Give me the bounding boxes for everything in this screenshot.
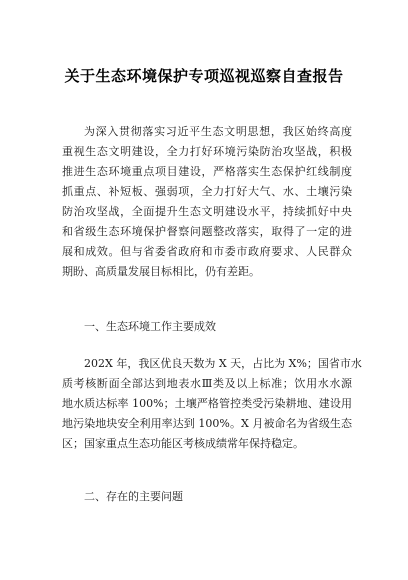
paragraph-line: 抓重点、补短板、强弱项，全力打好大气、水、土壤污染 bbox=[62, 185, 352, 198]
section-heading-achievements: 一、生态环境工作主要成效 bbox=[84, 320, 216, 333]
paragraph-line: 防治攻坚战，全面提升生态文明建设水平，持续抓好中央 bbox=[62, 205, 352, 218]
paragraph-line: 质考核断面全部达到地表水Ⅲ类及以上标准；饮用水水源 bbox=[62, 377, 352, 390]
section-heading-problems: 二、存在的主要问题 bbox=[84, 490, 183, 503]
paragraph-line: 地水质达标率 100%；土壤严格管控类受污染耕地、建设用 bbox=[62, 397, 352, 410]
paragraph-line: 期盼、高质量发展目标相比，仍有差距。 bbox=[62, 265, 260, 278]
paragraph-line: 展和成效。但与省委省政府和市委市政府要求、人民群众 bbox=[62, 245, 352, 258]
paragraph-line: 推进生态环境重点项目建设，严格落实生态保护红线制度 bbox=[62, 165, 352, 178]
paragraph-line: 和省级生态环境保护督察问题整改落实，取得了一定的进 bbox=[62, 225, 352, 238]
intro-paragraph bbox=[62, 122, 352, 282]
paragraph-line: 地污染地块安全利用率达到 100%。X 月被命名为省级生态 bbox=[62, 417, 352, 430]
paragraph-line: 重视生态文明建设，全力打好环境污染防治攻坚战，积极 bbox=[62, 145, 352, 158]
paragraph-line: 区；国家重点生态功能区考核成绩常年保持稳定。 bbox=[62, 437, 304, 450]
paragraph-line: 为深入贯彻落实习近平生态文明思想，我区始终高度 bbox=[84, 125, 352, 138]
achievements-paragraph bbox=[62, 354, 362, 454]
document-title: 关于生态环境保护专项巡视巡察自查报告 bbox=[64, 67, 344, 85]
paragraph-line: 202X 年，我区优良天数为 X 天，占比为 X%；国省市水 bbox=[84, 357, 362, 370]
